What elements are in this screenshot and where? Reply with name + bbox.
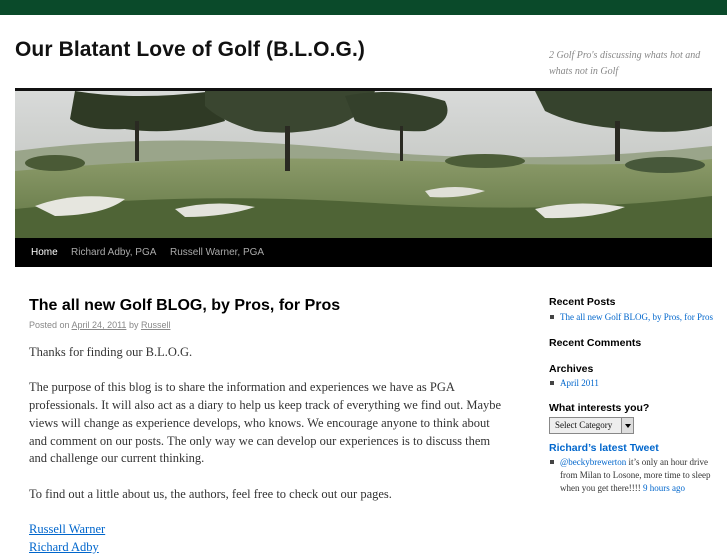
list-item[interactable]	[549, 311, 719, 324]
post-paragraph: To find out a little about us, the authors, feel free to check out our pages.	[29, 486, 392, 501]
recent-post-link[interactable]: The all new Golf BLOG, by Pros, for Pros	[560, 312, 713, 322]
tweet-list	[549, 456, 719, 495]
categories-title: What interests you?	[549, 402, 650, 414]
posted-on-label: Posted on	[29, 320, 70, 330]
russell-warner-link[interactable]: Russell Warner	[29, 521, 106, 536]
nav-item-russell-warner[interactable]: Russell Warner, PGA	[170, 247, 265, 258]
post-paragraph: The purpose of this blog is to share the information and experiences we have as PGA professionals. It will also act as a diary to help us keep track of everything we find out. Maybe views will change as experience develops, who knows. We encourage anyone to think about and comment on our posts. The only way we can develop our experiences is to discuss them and challenge our current thinking.	[29, 380, 502, 466]
bullet-icon	[550, 315, 554, 319]
site-title[interactable]: Our Blatant Love of Golf (B.L.O.G.)	[15, 38, 365, 61]
category-select[interactable]	[549, 417, 634, 434]
by-label: by	[128, 320, 139, 330]
archive-link[interactable]: April 2011	[560, 378, 599, 388]
post-meta	[29, 320, 170, 330]
recent-posts-list	[549, 311, 719, 324]
header-banner-image	[15, 91, 712, 238]
richard-adby-link[interactable]: Richard Adby	[29, 539, 99, 554]
post-paragraph: Thanks for finding our B.L.O.G.	[29, 345, 193, 359]
list-item	[549, 456, 719, 495]
nav-item-richard-adby[interactable]: Richard Adby, PGA	[71, 247, 157, 258]
archives-list	[549, 377, 719, 390]
latest-tweet-title[interactable]: Richard’s latest Tweet	[549, 442, 659, 454]
nav-item-home[interactable]: Home	[31, 247, 58, 258]
post-title[interactable]: The all new Golf BLOG, by Pros, for Pros	[29, 297, 341, 314]
tweet-handle-link[interactable]: @beckybrewerton	[560, 457, 627, 467]
post-content	[29, 344, 509, 556]
post-date-link[interactable]: April 24, 2011	[71, 320, 127, 330]
tweet-text: it’s only an hour drive from Milan to Losone, more time to sleep when you get there!!!!	[560, 457, 711, 493]
bullet-icon	[550, 381, 554, 385]
top-bar	[0, 0, 727, 15]
site-description: 2 Golf Pro's discussing whats hot and whats not in Golf	[549, 50, 701, 77]
chevron-down-icon[interactable]	[621, 418, 633, 433]
tweet-time-link[interactable]: 9 hours ago	[642, 483, 685, 493]
archives-title: Archives	[549, 363, 594, 375]
category-select-value: Select Category	[555, 420, 613, 430]
sidebar	[549, 296, 719, 495]
list-item[interactable]	[549, 377, 719, 390]
bullet-icon	[550, 460, 554, 464]
main-navigation	[15, 238, 712, 267]
post-author-link[interactable]: Russell	[140, 320, 171, 330]
recent-comments-title: Recent Comments	[549, 337, 642, 349]
recent-posts-title: Recent Posts	[549, 296, 616, 308]
